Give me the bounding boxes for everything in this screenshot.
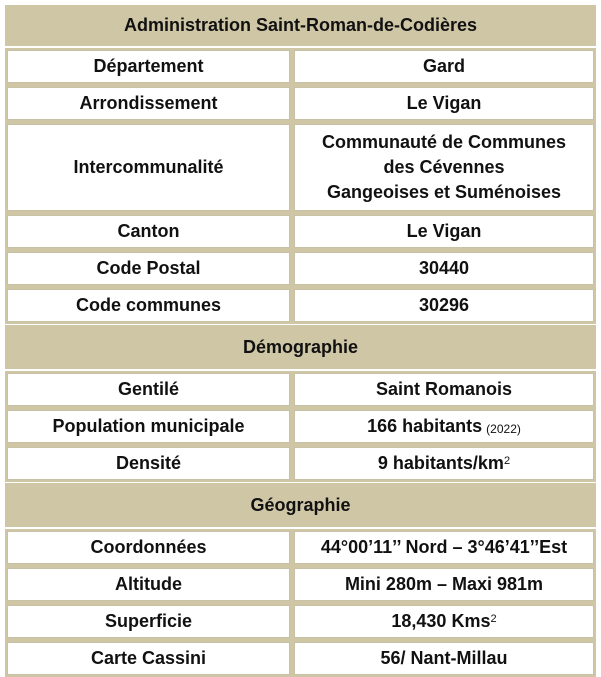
row-label: Département — [7, 50, 290, 83]
table-row-code-postal — [5, 250, 596, 287]
row-value: 56/ Nant-Millau — [294, 642, 594, 675]
population-value: 166 habitants — [367, 416, 483, 436]
row-value — [294, 124, 594, 211]
superscript: 2 — [503, 455, 511, 467]
table-row-altitude — [5, 566, 596, 603]
section-header-geographie — [5, 483, 596, 527]
row-value — [294, 447, 594, 480]
row-value — [294, 410, 594, 443]
densite-value: 9 habitants/km — [377, 453, 504, 473]
row-label: Arrondissement — [7, 87, 290, 120]
row-label: Intercommunalité — [7, 124, 290, 211]
row-label: Carte Cassini — [7, 642, 290, 675]
table-row-arrondissement — [5, 85, 596, 122]
section-header-administration — [5, 5, 596, 46]
row-label: Coordonnées — [7, 531, 290, 564]
row-label: Densité — [7, 447, 290, 480]
section-title: Administration Saint-Roman-de-Codières — [123, 15, 478, 35]
table-row-population — [5, 408, 596, 445]
population-year: (2022) — [486, 422, 521, 436]
value-line: Communauté de Communes — [321, 132, 567, 152]
table-row-densite — [5, 445, 596, 482]
table-row-gentile — [5, 371, 596, 408]
section-header-demographie — [5, 325, 596, 369]
table-row-carte-cassini — [5, 640, 596, 677]
row-label: Superficie — [7, 605, 290, 638]
row-value: 30440 — [294, 252, 594, 285]
value-line: Gangeoises et Suménoises — [326, 182, 562, 202]
row-label: Code communes — [7, 289, 290, 322]
row-value: Le Vigan — [294, 215, 594, 248]
row-value — [294, 605, 594, 638]
table-row-superficie — [5, 603, 596, 640]
row-value: Saint Romanois — [294, 373, 594, 406]
value-line: des Cévennes — [383, 157, 505, 177]
row-label: Altitude — [7, 568, 290, 601]
table-row-departement — [5, 48, 596, 85]
superscript: 2 — [490, 613, 497, 625]
row-value: Gard — [294, 50, 594, 83]
row-label: Canton — [7, 215, 290, 248]
table-row-code-communes — [5, 287, 596, 324]
table-row-canton — [5, 213, 596, 250]
row-label: Population municipale — [7, 410, 290, 443]
row-label: Code Postal — [7, 252, 290, 285]
row-label: Gentilé — [7, 373, 290, 406]
section-title: Géographie — [250, 494, 351, 515]
row-value: 30296 — [294, 289, 594, 322]
section-title: Démographie — [242, 336, 359, 357]
row-value: Mini 280m – Maxi 981m — [294, 568, 594, 601]
table-row-coordonnees — [5, 529, 596, 566]
row-value: Le Vigan — [294, 87, 594, 120]
table-row-intercommunalite — [5, 122, 596, 213]
row-value: 44°00’11’’ Nord – 3°46’41’’Est — [294, 531, 594, 564]
superficie-value: 18,430 Kms — [391, 611, 491, 631]
